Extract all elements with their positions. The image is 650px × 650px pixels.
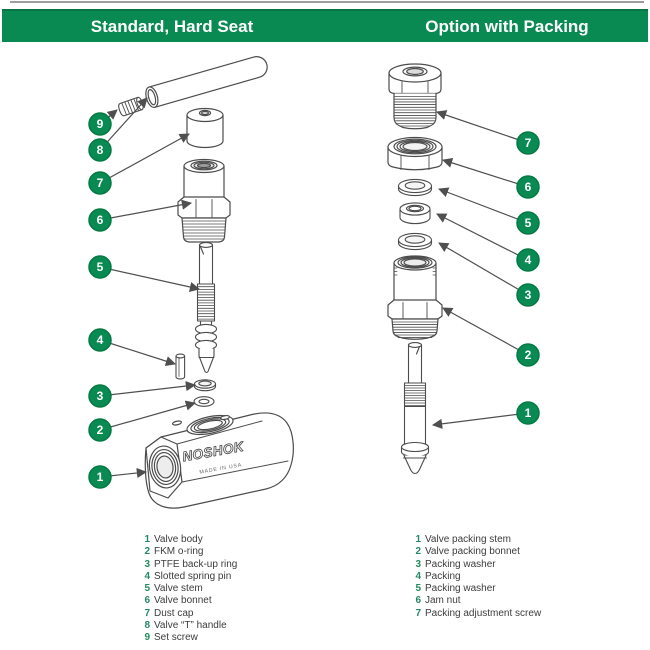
packing-washer-lower-drawing (399, 233, 432, 249)
right-callouts (433, 112, 539, 425)
valve-stem-drawing (196, 243, 217, 373)
legend-item-label: Valve bonnet (154, 595, 212, 607)
legend-item (141, 608, 237, 620)
t-handle-drawing (144, 54, 270, 109)
legend-item (141, 559, 237, 571)
legend-item-number: 7 (415, 607, 421, 619)
legend-item-number: 7 (144, 607, 150, 619)
legend-item-number: 3 (415, 558, 421, 570)
callout-leader-line (437, 112, 528, 143)
legend-item-label: Valve packing bonnet (425, 546, 520, 558)
legend-item-label: Valve stem (154, 583, 203, 595)
legend-item-label: Set screw (154, 632, 198, 644)
legend-item-label: Jam nut (425, 595, 461, 607)
callout-leader-line (100, 340, 175, 364)
packing-stem-drawing (402, 343, 429, 474)
legend-item (412, 546, 541, 558)
packing-drawing (400, 203, 430, 224)
legend-item-number: 6 (144, 595, 150, 607)
valve-body-drawing (145, 412, 293, 508)
legend-item-number: 4 (415, 570, 421, 582)
legend-item-label: Packing adjustment screw (425, 607, 542, 619)
legend-item (412, 583, 541, 595)
callout-number: 1 (96, 470, 104, 484)
callout-leader-line (433, 413, 528, 425)
spring-pin-drawing (176, 354, 185, 379)
legend-item (141, 632, 237, 644)
legend-item-number: 4 (144, 570, 150, 582)
callout-number: 9 (96, 117, 104, 131)
legend-item-number: 5 (415, 583, 421, 595)
backup-ring-drawing (195, 380, 216, 391)
callout-leader-line (443, 308, 528, 355)
legend-item-label: Packing washer (425, 558, 496, 570)
packing-washer-upper-drawing (399, 179, 432, 195)
legend-item-number: 9 (144, 632, 150, 644)
callout-number: 3 (524, 288, 532, 302)
legend-item-number: 1 (144, 534, 150, 545)
legend-item-number: 1 (415, 534, 421, 545)
jam-nut-drawing (388, 138, 442, 170)
callout-number: 2 (96, 423, 104, 437)
callout-number: 7 (524, 136, 532, 150)
legend-item (412, 595, 541, 607)
callout-leader-line (100, 203, 191, 220)
set-screw-drawing (117, 96, 144, 116)
legend-item (141, 595, 237, 607)
legend-item-number: 5 (144, 583, 150, 595)
callout-leader-line (439, 243, 528, 295)
callout-leader-line (100, 385, 195, 396)
legend-item-label: Dust cap (154, 607, 194, 619)
legend-item-label: Valve “T” handle (154, 620, 227, 632)
callout-leader-line (100, 267, 199, 289)
legend-item (141, 583, 237, 595)
callout-number: 4 (524, 253, 532, 267)
packing-bonnet-drawing (388, 256, 442, 339)
legend-item-label: Valve body (154, 534, 203, 545)
callout-number: 7 (96, 176, 104, 190)
right-section-title: Option with Packing (425, 17, 589, 36)
legend-item-number: 2 (144, 546, 150, 558)
callout-number: 1 (524, 406, 532, 420)
legend-item-label: Slotted spring pin (154, 570, 232, 582)
callout-number: 5 (96, 260, 104, 274)
left-section-title: Standard, Hard Seat (90, 17, 254, 36)
callout-leader-line (100, 403, 195, 430)
callout-leader-line (443, 160, 528, 187)
legend-item (412, 559, 541, 571)
legend-item (412, 608, 541, 620)
callout-number: 4 (96, 333, 104, 347)
legend-item-number: 8 (144, 620, 150, 632)
legend-item-label: Valve packing stem (425, 534, 511, 545)
valve-bonnet-drawing (178, 160, 230, 243)
legend-item (412, 534, 541, 546)
left-callouts (89, 98, 199, 488)
callout-number: 6 (96, 213, 104, 227)
callout-leader-line (437, 214, 528, 260)
legend-item-number: 6 (415, 595, 421, 607)
legend-item (141, 571, 237, 583)
legend-item (141, 534, 237, 546)
legend-item (141, 546, 237, 558)
brand-logo-text: NOSHOK (181, 438, 246, 465)
brand-origin-text: MADE IN USA (199, 462, 243, 476)
callout-number: 8 (96, 143, 104, 157)
callout-number: 2 (524, 348, 532, 362)
legend-packing (412, 534, 541, 620)
callout-leader-line (439, 189, 528, 223)
legend-item-number: 2 (415, 546, 421, 558)
callout-number: 5 (524, 216, 532, 230)
packing-adjustment-screw-drawing (389, 64, 441, 129)
dust-cap-drawing (187, 109, 223, 148)
legend-item (141, 620, 237, 632)
o-ring-drawing (194, 397, 214, 407)
legend-item-label: PTFE back-up ring (154, 558, 238, 570)
legend-item-label: Packing (425, 570, 461, 582)
legend-standard (141, 534, 237, 645)
legend-item-label: Packing washer (425, 583, 496, 595)
callout-leader-line (100, 134, 189, 183)
callout-number: 6 (524, 180, 532, 194)
legend-item-label: FKM o-ring (154, 546, 204, 558)
legend-item (412, 571, 541, 583)
legend-item-number: 3 (144, 558, 150, 570)
callout-number: 3 (96, 389, 104, 403)
